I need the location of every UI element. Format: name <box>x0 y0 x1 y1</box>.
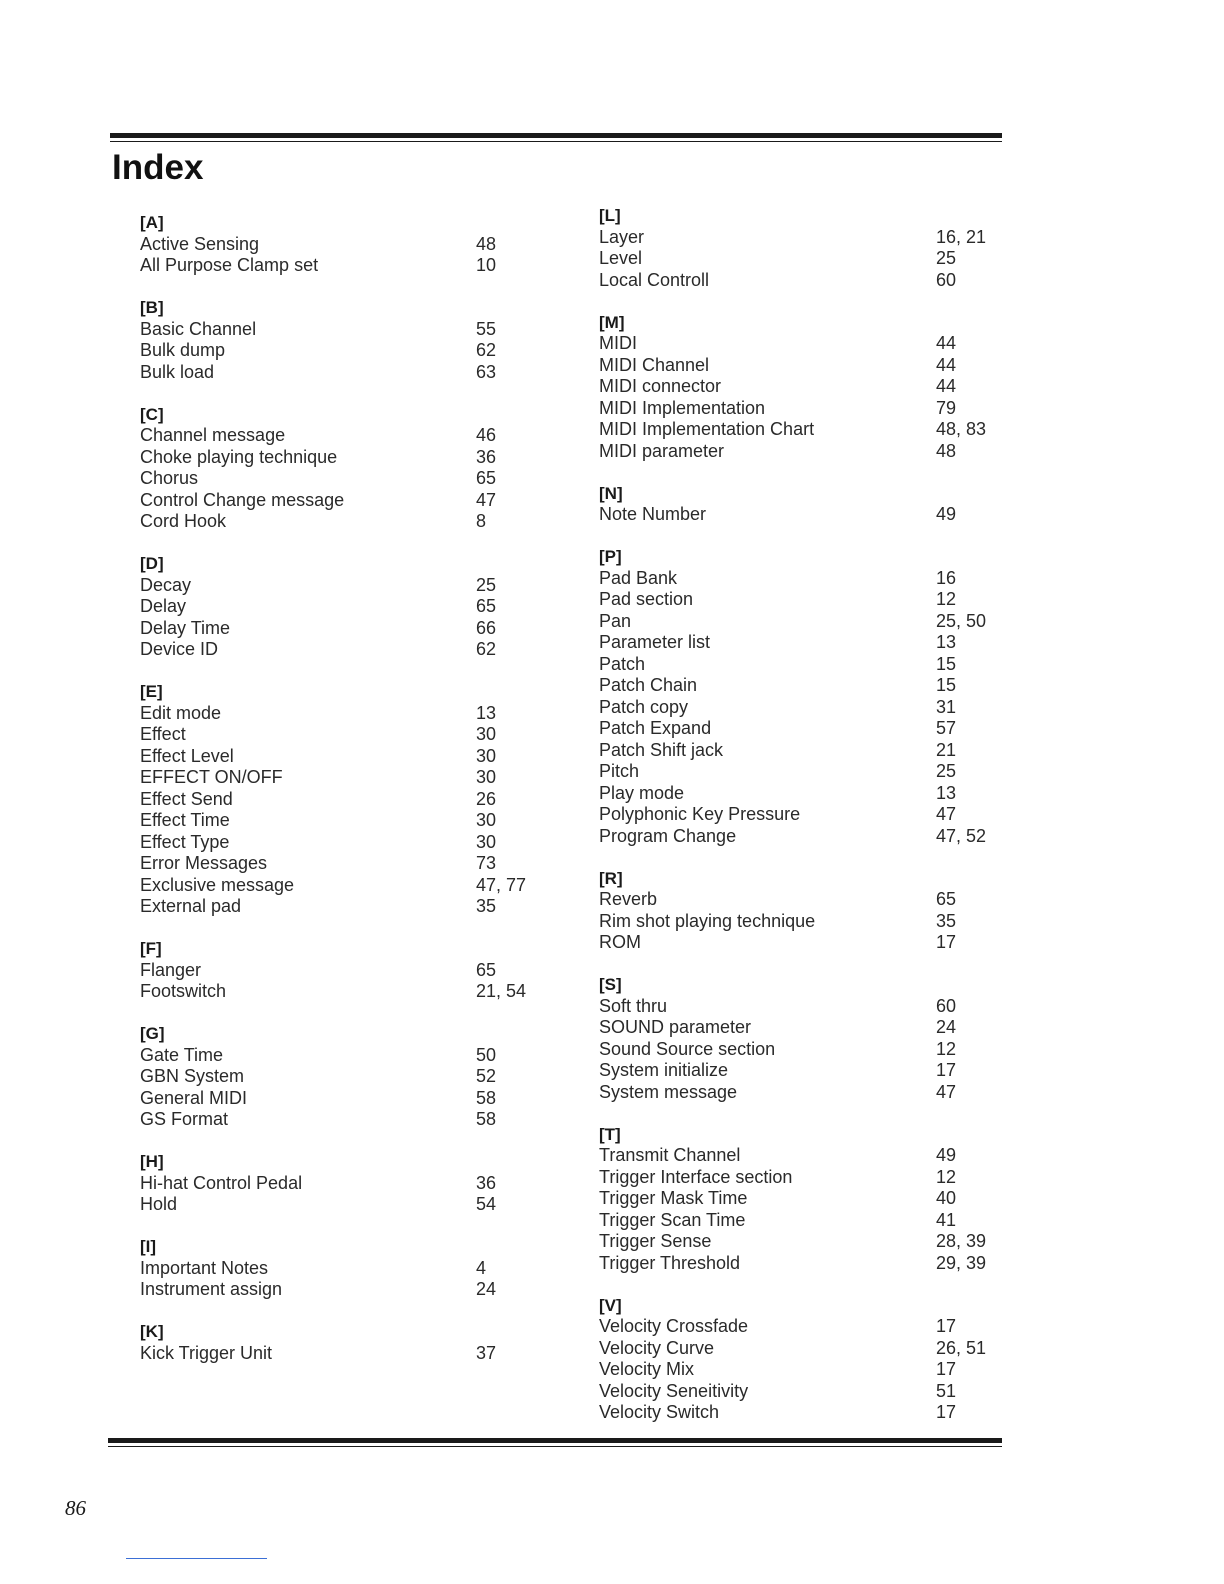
index-entry <box>140 724 560 746</box>
index-page-ref: 60 <box>936 995 957 1016</box>
index-entry <box>140 703 560 725</box>
index-section <box>140 1023 560 1131</box>
index-entry <box>599 932 1019 954</box>
index-page-ref: 57 <box>936 718 957 738</box>
section-heading: [I] <box>140 1237 157 1256</box>
index-page-ref: 47 <box>936 804 957 824</box>
index-term: Bulk load <box>140 361 215 382</box>
index-term: Active Sensing <box>140 233 260 254</box>
index-page-ref: 21, 54 <box>476 981 527 1001</box>
index-term: MIDI parameter <box>599 440 725 461</box>
index-page-ref: 17 <box>936 932 957 952</box>
index-page-ref: 47, 52 <box>936 825 987 846</box>
bottom-rule-thick <box>108 1438 1002 1443</box>
index-entry <box>599 1231 1019 1253</box>
index-term: Cord Hook <box>140 511 227 531</box>
index-page-ref: 15 <box>936 675 957 695</box>
index-entry <box>140 810 560 832</box>
index-page-ref: 30 <box>476 745 497 766</box>
index-entry <box>599 504 1019 526</box>
index-section <box>599 1295 1019 1424</box>
index-page-ref: 49 <box>936 504 957 524</box>
index-term: Trigger Threshold <box>599 1252 741 1273</box>
index-term: Effect Time <box>140 810 230 830</box>
index-section <box>599 312 1019 463</box>
index-term: GS Format <box>140 1109 229 1129</box>
index-term: Pad section <box>599 589 694 609</box>
index-term: Basic Channel <box>140 318 257 339</box>
index-entry <box>140 468 560 490</box>
index-page-ref: 65 <box>476 468 497 488</box>
index-term: Important Notes <box>140 1257 269 1278</box>
index-entry <box>599 911 1019 933</box>
index-page-ref: 62 <box>476 639 497 659</box>
index-entry <box>599 270 1019 292</box>
index-term: External pad <box>140 896 242 916</box>
index-entry <box>140 255 560 277</box>
index-section <box>140 681 560 918</box>
index-section <box>599 974 1019 1103</box>
index-page-ref: 55 <box>476 318 497 339</box>
index-term: Velocity Mix <box>599 1359 695 1379</box>
index-page-ref: 48 <box>476 233 497 254</box>
section-heading: [M] <box>599 312 625 332</box>
index-entry <box>599 333 1019 355</box>
index-term: Program Change <box>599 825 737 846</box>
index-page-ref: 24 <box>476 1279 497 1299</box>
index-term: Polyphonic Key Pressure <box>599 804 801 824</box>
index-entry <box>599 1210 1019 1232</box>
page-title: Index <box>112 148 204 187</box>
index-term: Pitch <box>599 761 640 781</box>
index-page-ref: 25 <box>936 761 957 781</box>
index-entry <box>140 490 560 512</box>
index-page-ref: 44 <box>936 376 957 396</box>
index-entry <box>140 767 560 789</box>
index-entry <box>599 376 1019 398</box>
index-entry <box>140 234 560 256</box>
index-entry <box>599 783 1019 805</box>
index-entry <box>140 896 560 918</box>
index-entry <box>140 746 560 768</box>
section-heading: [C] <box>140 404 164 424</box>
index-page-ref: 17 <box>936 1402 957 1422</box>
index-entry <box>140 1088 560 1110</box>
index-term: MIDI Channel <box>599 354 710 375</box>
index-page-ref: 8 <box>476 511 487 531</box>
index-page-ref: 21 <box>936 739 957 760</box>
index-page-ref: 24 <box>936 1017 957 1037</box>
index-term: All Purpose Clamp set <box>140 255 319 275</box>
index-entry <box>599 1316 1019 1338</box>
index-entry <box>599 654 1019 676</box>
index-entry <box>140 425 560 447</box>
index-page-ref: 25, 50 <box>936 610 987 631</box>
index-page-ref: 12 <box>936 1038 957 1059</box>
index-page-ref: 35 <box>476 896 497 916</box>
index-page-ref: 16 <box>936 567 957 588</box>
index-section <box>140 1321 560 1364</box>
section-heading: [V] <box>599 1295 622 1315</box>
index-term: Velocity Switch <box>599 1402 720 1422</box>
index-page-ref: 28, 39 <box>936 1231 987 1251</box>
index-term: Rim shot playing technique <box>599 910 816 931</box>
section-heading: [B] <box>140 298 164 317</box>
index-term: Velocity Curve <box>599 1337 715 1358</box>
index-page-ref: 47 <box>476 489 497 510</box>
index-entry <box>140 511 560 533</box>
index-term: Patch <box>599 653 646 674</box>
section-heading: [L] <box>599 206 621 225</box>
index-term: ROM <box>599 932 641 952</box>
index-page-ref: 30 <box>476 767 497 787</box>
index-term: Edit mode <box>140 702 222 723</box>
index-page-ref: 66 <box>476 617 497 638</box>
index-term: Patch Expand <box>599 718 712 738</box>
index-entry <box>140 832 560 854</box>
index-entry <box>599 761 1019 783</box>
index-entry <box>140 1173 560 1195</box>
index-term: Sound Source section <box>599 1038 776 1059</box>
index-term: General MIDI <box>140 1087 248 1108</box>
index-entry <box>599 697 1019 719</box>
index-section <box>140 1236 560 1301</box>
index-entry <box>599 1381 1019 1403</box>
index-entry <box>599 355 1019 377</box>
index-entry <box>140 618 560 640</box>
index-term: MIDI Implementation Chart <box>599 419 815 439</box>
section-heading: [D] <box>140 554 164 573</box>
index-entry <box>599 611 1019 633</box>
index-entry <box>599 1359 1019 1381</box>
index-page-ref: 40 <box>936 1188 957 1208</box>
index-term: Note Number <box>599 504 707 524</box>
index-term: Control Change message <box>140 489 345 510</box>
index-term: Channel message <box>140 425 286 445</box>
index-entry <box>599 1188 1019 1210</box>
index-page-ref: 12 <box>936 1166 957 1187</box>
index-entry <box>599 996 1019 1018</box>
index-entry <box>140 596 560 618</box>
index-term: Transmit Channel <box>599 1145 741 1165</box>
index-term: Patch Chain <box>599 675 698 695</box>
index-page-ref: 16, 21 <box>936 226 987 247</box>
index-term: System message <box>599 1081 738 1102</box>
index-term: Delay <box>140 596 187 616</box>
index-page-ref: 47 <box>936 1081 957 1102</box>
index-entry <box>140 1066 560 1088</box>
index-section <box>599 546 1019 847</box>
index-page-ref: 54 <box>476 1194 497 1214</box>
index-section <box>599 483 1019 526</box>
index-entry <box>140 1343 560 1365</box>
index-page-ref: 30 <box>476 810 497 830</box>
top-rule-thin <box>110 141 1002 142</box>
index-page-ref: 58 <box>476 1087 497 1108</box>
index-page-ref: 44 <box>936 333 957 353</box>
section-heading: [H] <box>140 1152 164 1171</box>
index-entry <box>599 227 1019 249</box>
index-page-ref: 63 <box>476 361 497 382</box>
index-entry <box>140 575 560 597</box>
index-page-ref: 50 <box>476 1044 497 1065</box>
index-term: MIDI Implementation <box>599 397 766 418</box>
index-entry <box>140 447 560 469</box>
index-page-ref: 25 <box>476 574 497 595</box>
index-term: Chorus <box>140 468 199 488</box>
index-entry <box>599 589 1019 611</box>
index-page-ref: 12 <box>936 589 957 609</box>
index-term: Soft thru <box>599 995 668 1016</box>
index-entry <box>140 981 560 1003</box>
index-page-ref: 65 <box>936 889 957 909</box>
index-term: Trigger Sense <box>599 1231 712 1251</box>
index-page-ref: 73 <box>476 853 497 873</box>
index-term: Effect Send <box>140 788 233 809</box>
index-page-ref: 25 <box>936 248 957 268</box>
index-term: Error Messages <box>140 853 268 873</box>
index-entry <box>599 1082 1019 1104</box>
index-section <box>599 205 1019 291</box>
index-term: Effect Type <box>140 831 230 852</box>
index-section <box>140 212 560 277</box>
index-term: EFFECT ON/OFF <box>140 767 283 787</box>
index-term: Trigger Mask Time <box>599 1188 748 1208</box>
index-entry <box>599 1338 1019 1360</box>
index-entry <box>599 1253 1019 1275</box>
index-page-ref: 10 <box>476 255 497 275</box>
index-term: Bulk dump <box>140 340 226 360</box>
section-heading: [P] <box>599 547 622 566</box>
bottom-rule-thin <box>108 1446 1002 1447</box>
index-entry <box>140 1109 560 1131</box>
index-term: Instrument assign <box>140 1279 283 1299</box>
index-entry <box>140 1045 560 1067</box>
index-page-ref: 52 <box>476 1066 497 1086</box>
index-term: Pan <box>599 610 632 631</box>
index-section <box>140 1151 560 1216</box>
index-entry <box>599 632 1019 654</box>
index-section <box>140 938 560 1003</box>
index-section <box>140 404 560 533</box>
index-entry <box>140 319 560 341</box>
section-heading: [N] <box>599 483 623 503</box>
index-entry <box>599 1145 1019 1167</box>
section-heading: [G] <box>140 1024 165 1043</box>
index-term: Velocity Crossfade <box>599 1316 749 1336</box>
index-page-ref: 36 <box>476 446 497 467</box>
index-page-ref: 35 <box>936 910 957 931</box>
index-term: Exclusive message <box>140 874 295 895</box>
index-page-ref: 29, 39 <box>936 1252 987 1273</box>
index-entry <box>599 1167 1019 1189</box>
index-term: Layer <box>599 226 645 247</box>
index-section <box>140 297 560 383</box>
page-number: 86 <box>65 1496 86 1520</box>
index-page-ref: 62 <box>476 340 497 360</box>
index-page-ref: 30 <box>476 831 497 852</box>
index-page-ref: 65 <box>476 959 497 980</box>
index-entry <box>140 875 560 897</box>
index-page-ref: 46 <box>476 425 497 445</box>
index-page-ref: 49 <box>936 1145 957 1165</box>
index-page-ref: 17 <box>936 1359 957 1379</box>
index-page-ref: 4 <box>476 1257 487 1278</box>
section-heading: [K] <box>140 1322 164 1341</box>
index-term: Footswitch <box>140 981 227 1001</box>
index-column-right <box>599 205 1019 1444</box>
index-entry <box>599 419 1019 441</box>
index-entry <box>140 340 560 362</box>
index-page-ref: 26, 51 <box>936 1337 987 1358</box>
index-entry <box>599 826 1019 848</box>
index-entry <box>599 398 1019 420</box>
section-heading: [S] <box>599 975 622 994</box>
index-term: Pad Bank <box>599 567 678 588</box>
index-term: Trigger Scan Time <box>599 1209 746 1230</box>
index-column-left <box>140 212 560 1385</box>
index-page-ref: 17 <box>936 1316 957 1336</box>
index-term: MIDI <box>599 333 637 353</box>
index-entry <box>599 804 1019 826</box>
index-page-ref: 15 <box>936 653 957 674</box>
index-term: Velocity Seneitivity <box>599 1380 749 1401</box>
index-term: Parameter list <box>599 632 711 652</box>
index-entry <box>599 568 1019 590</box>
index-page-ref: 37 <box>476 1342 497 1363</box>
index-entry <box>140 1279 560 1301</box>
index-page-ref: 13 <box>936 632 957 652</box>
index-entry <box>140 853 560 875</box>
index-entry <box>599 675 1019 697</box>
index-page-ref: 36 <box>476 1172 497 1193</box>
index-entry <box>599 718 1019 740</box>
index-term: Flanger <box>140 959 202 980</box>
index-term: Hold <box>140 1194 178 1214</box>
index-term: Device ID <box>140 639 219 659</box>
index-page-ref: 26 <box>476 788 497 809</box>
index-term: Level <box>599 248 643 268</box>
index-section <box>599 1124 1019 1275</box>
top-rule-thick <box>110 133 1002 138</box>
index-term: Trigger Interface section <box>599 1166 793 1187</box>
index-entry <box>599 441 1019 463</box>
index-term: Patch copy <box>599 696 689 717</box>
index-page-ref: 30 <box>476 724 497 744</box>
section-heading: [A] <box>140 213 164 232</box>
index-page-ref: 51 <box>936 1380 957 1401</box>
section-heading: [T] <box>599 1124 621 1144</box>
index-page-ref: 41 <box>936 1209 957 1230</box>
index-term: System initialize <box>599 1060 729 1080</box>
index-entry <box>140 1194 560 1216</box>
index-entry <box>140 789 560 811</box>
index-term: Reverb <box>599 889 658 909</box>
index-term: Patch Shift jack <box>599 739 724 760</box>
index-entry <box>140 362 560 384</box>
index-term: Choke playing technique <box>140 446 338 467</box>
index-page-ref: 60 <box>936 269 957 290</box>
index-page-ref: 48, 83 <box>936 419 987 439</box>
index-section <box>599 868 1019 954</box>
index-entry <box>599 248 1019 270</box>
section-heading: [R] <box>599 868 623 888</box>
index-page-ref: 58 <box>476 1109 497 1129</box>
index-term: Effect <box>140 724 186 744</box>
index-term: Hi-hat Control Pedal <box>140 1172 303 1193</box>
index-term: MIDI connector <box>599 376 722 396</box>
index-entry <box>599 1039 1019 1061</box>
index-entry <box>599 1060 1019 1082</box>
index-page-ref: 44 <box>936 354 957 375</box>
index-term: Delay Time <box>140 617 231 638</box>
index-page-ref: 79 <box>936 397 957 418</box>
index-page-ref: 31 <box>936 696 957 717</box>
index-page-ref: 65 <box>476 596 497 616</box>
section-heading: [F] <box>140 939 162 958</box>
index-term: Local Controll <box>599 269 710 290</box>
index-entry <box>599 1017 1019 1039</box>
index-term: Gate Time <box>140 1044 224 1065</box>
index-entry <box>140 960 560 982</box>
index-section <box>140 553 560 661</box>
link-underline <box>126 1558 267 1559</box>
index-term: SOUND parameter <box>599 1017 752 1037</box>
index-entry <box>599 740 1019 762</box>
index-entry <box>599 889 1019 911</box>
index-page-ref: 47, 77 <box>476 874 527 895</box>
section-heading: [E] <box>140 682 163 701</box>
index-term: Effect Level <box>140 745 234 766</box>
index-entry <box>599 1402 1019 1424</box>
index-term: Decay <box>140 574 192 595</box>
index-term: GBN System <box>140 1066 245 1086</box>
index-page-ref: 17 <box>936 1060 957 1080</box>
index-term: Play mode <box>599 782 685 803</box>
index-term: Kick Trigger Unit <box>140 1342 273 1363</box>
index-entry <box>140 639 560 661</box>
index-entry <box>140 1258 560 1280</box>
index-page-ref: 13 <box>476 702 497 723</box>
index-page-ref: 13 <box>936 782 957 803</box>
index-page-ref: 48 <box>936 440 957 461</box>
